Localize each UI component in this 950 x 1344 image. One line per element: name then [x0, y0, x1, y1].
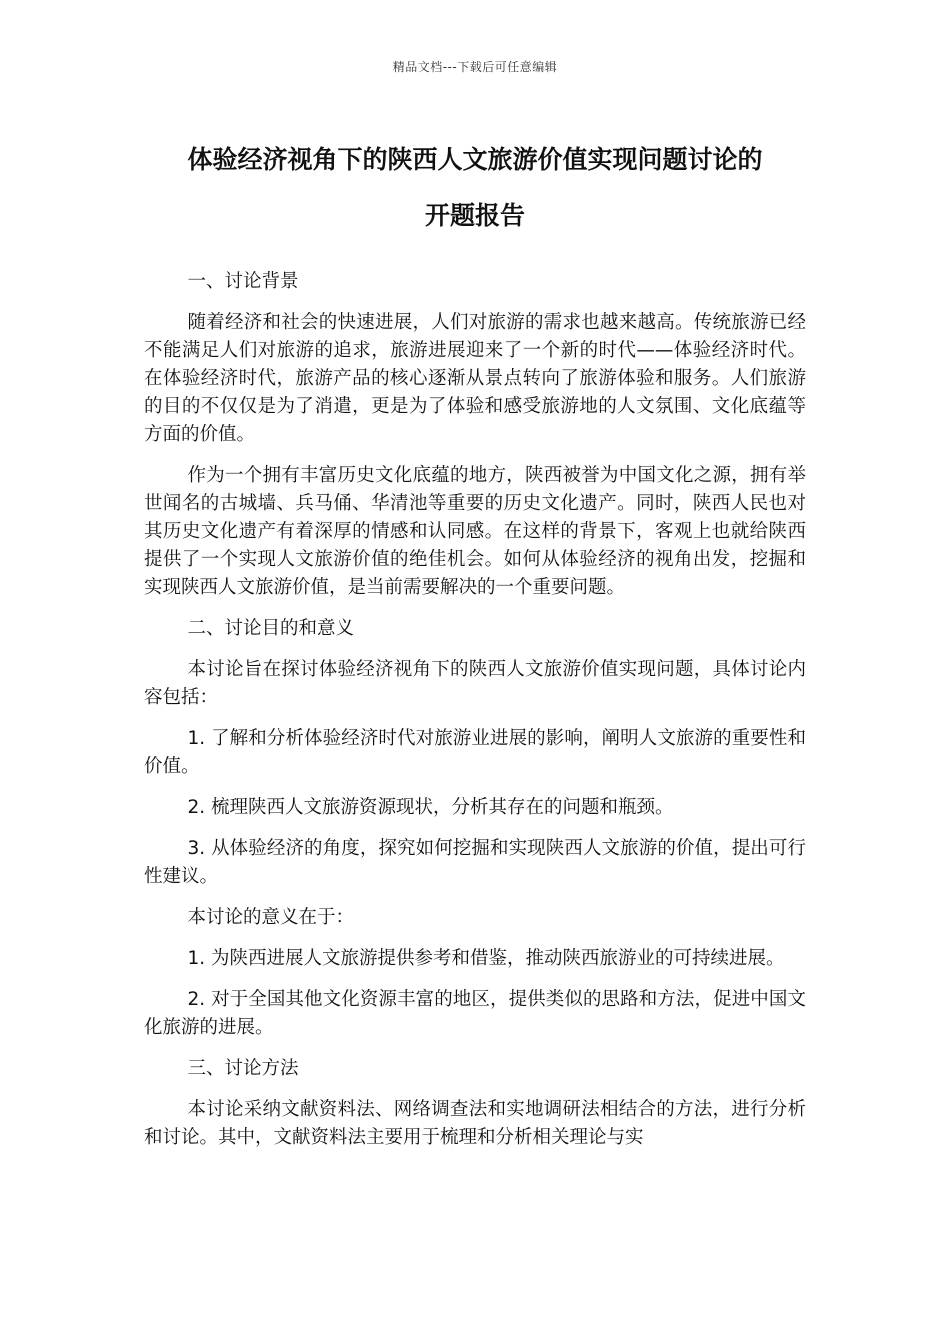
list-item-significance-1: 1. 为陕西进展人文旅游提供参考和借鉴，推动陕西旅游业的可持续进展。 — [187, 948, 785, 969]
paragraph-significance-intro: 本讨论的意义在于： — [187, 907, 354, 928]
paragraph-background-2: 作为一个拥有丰富历史文化底蕴的地方，陕西被誉为中国文化之源，拥有举世闻名的古城墙、兵马俑、华清池等重要的历史文化遗产。同时，陕西人民也对其历史文化遗产有着深厚的情感和认同感。在这样的背景下，客观上也就给陕西提供了一个实现人文旅游价值的绝佳机会。如何从体验经济的视角出发，挖掘和实现陕西人文旅游价值，是当前需要解决的一个重要问题。 — [144, 465, 806, 598]
title-line-1: 体验经济视角下的陕西人文旅游价值实现问题讨论的 — [187, 145, 763, 174]
list-item-purpose-2: 2. 梳理陕西人文旅游资源现状，分析其存在的问题和瓶颈。 — [187, 797, 674, 818]
list-item-purpose-3: 3. 从体验经济的角度，探究如何挖掘和实现陕西人文旅游的价值，提出可行性建议。 — [144, 838, 806, 887]
document-title — [120, 132, 830, 244]
paragraph-method: 本讨论采纳文献资料法、网络调查法和实地调研法相结合的方法，进行分析和讨论。其中，文献资料法主要用于梳理和分析相关理论与实 — [144, 1099, 806, 1148]
section-heading-purpose: 二、讨论目的和意义 — [187, 618, 354, 639]
paragraph-background-1: 随着经济和社会的快速进展，人们对旅游的需求也越来越高。传统旅游已经不能满足人们对旅游的追求，旅游进展迎来了一个新的时代——体验经济时代。在体验经济时代，旅游产品的核心逐渐从景点转向了旅游体验和服务。人们旅游的目的不仅仅是为了消遣，更是为了体验和感受旅游地的人文氛围、文化底蕴等方面的价值。 — [144, 312, 806, 445]
section-heading-background: 一、讨论背景 — [187, 271, 299, 292]
list-item-purpose-1: 1. 了解和分析体验经济时代对旅游业进展的影响，阐明人文旅游的重要性和价值。 — [144, 728, 806, 777]
title-line-2: 开题报告 — [424, 201, 525, 230]
header-note: 精品文档---下载后可任意编辑 — [392, 60, 558, 74]
section-heading-method: 三、讨论方法 — [187, 1058, 299, 1079]
list-item-significance-2: 2. 对于全国其他文化资源丰富的地区，提供类似的思路和方法，促进中国文化旅游的进展。 — [144, 989, 806, 1038]
paragraph-purpose-intro: 本讨论旨在探讨体验经济视角下的陕西人文旅游价值实现问题，具体讨论内容包括： — [144, 659, 806, 708]
document-body — [144, 268, 806, 1165]
